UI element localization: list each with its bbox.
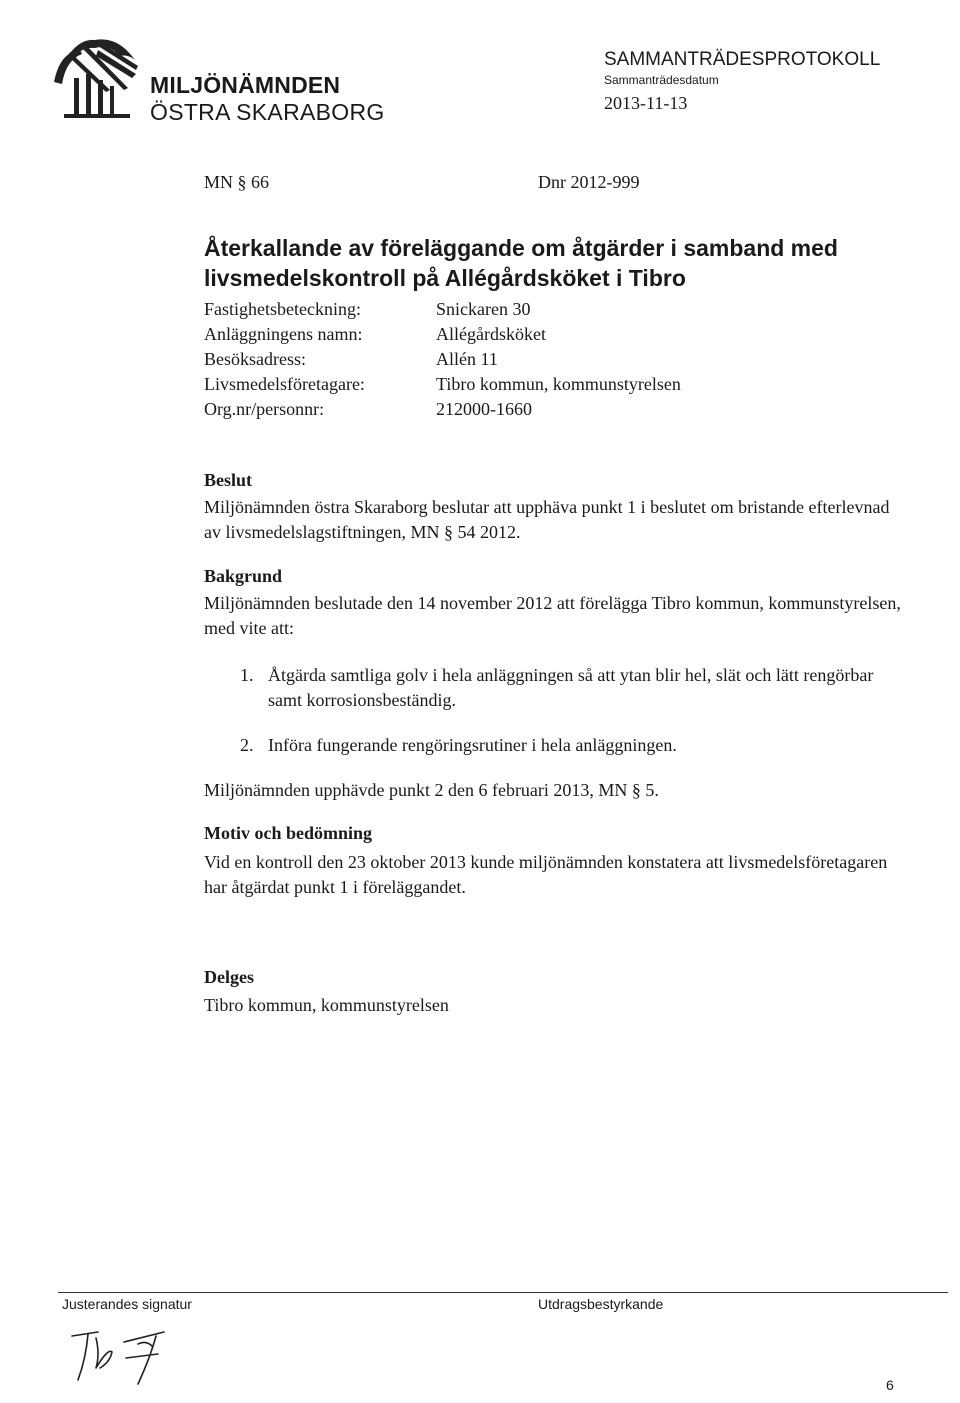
- property-label: Besöksadress:: [204, 349, 306, 369]
- motiv-heading: Motiv och bedömning: [204, 823, 373, 843]
- property-value: Snickaren 30: [436, 299, 531, 319]
- property-label: Anläggningens namn:: [204, 324, 363, 344]
- property-row: [204, 348, 681, 373]
- list-item-number: 1.: [240, 665, 254, 685]
- property-label: Fastighetsbeteckning:: [204, 299, 361, 319]
- bakgrund-text: Miljönämnden beslutade den 14 november 2012 att förelägga Tibro kommun, kommunstyrelsen, med vite att:: [204, 593, 901, 638]
- property-details: [204, 298, 681, 423]
- document-type: SAMMANTRÄDESPROTOKOLL: [604, 49, 881, 70]
- beslut-heading: Beslut: [204, 470, 253, 490]
- property-row: [204, 398, 681, 423]
- beslut-text: Miljönämnden östra Skaraborg beslutar att upphäva punkt 1 i beslutet om bristande efterlevnad av livsmedelslagstiftningen, MN § 54 2012.: [204, 497, 890, 542]
- list-item-number: 2.: [240, 735, 254, 755]
- list-item: [240, 733, 900, 758]
- order-list: [240, 663, 900, 758]
- property-row: [204, 298, 681, 323]
- list-item: [240, 663, 900, 713]
- certification-label: Utdragsbestyrkande: [538, 1296, 664, 1312]
- organization-name: MILJÖNÄMNDEN: [150, 72, 341, 98]
- property-label: Org.nr/personnr:: [204, 399, 325, 419]
- delges-text: Tibro kommun, kommunstyrelsen: [204, 995, 449, 1015]
- date-label: Sammanträdesdatum: [604, 73, 719, 87]
- signature-label: Justerandes signatur: [62, 1296, 192, 1312]
- meeting-date: 2013-11-13: [604, 93, 688, 113]
- page-title: Återkallande av föreläggande om åtgärder i samband med livsmedelskontroll på Allégårdsköket i Tibro: [204, 235, 838, 291]
- followup-text: Miljönämnden upphävde punkt 2 den 6 februari 2013, MN § 5.: [204, 780, 659, 800]
- property-label: Livsmedelsföretagare:: [204, 374, 365, 394]
- organization-region: ÖSTRA SKARABORG: [150, 99, 385, 125]
- footer-divider: [58, 1292, 948, 1293]
- property-value: Allégårdsköket: [436, 324, 546, 344]
- handwritten-signature: [66, 1318, 206, 1388]
- paragraph-reference: MN § 66: [204, 172, 270, 192]
- page-number: 6: [886, 1377, 894, 1393]
- delges-heading: Delges: [204, 967, 254, 987]
- bakgrund-heading: Bakgrund: [204, 566, 283, 586]
- property-row: [204, 323, 681, 348]
- list-item-text: Åtgärda samtliga golv i hela anläggningen så att ytan blir hel, slät och lätt rengörbar samt korrosionsbeständig.: [268, 665, 874, 710]
- motiv-text: Vid en kontroll den 23 oktober 2013 kunde miljönämnden konstatera att livsmedelsföretagaren har åtgärdat punkt 1 i föreläggandet.: [204, 852, 888, 897]
- case-number: Dnr 2012-999: [538, 172, 640, 192]
- tree-logo-icon: [40, 30, 150, 125]
- property-row: [204, 373, 681, 398]
- property-value: 212000-1660: [436, 399, 532, 419]
- list-item-text: Införa fungerande rengöringsrutiner i hela anläggningen.: [268, 735, 677, 755]
- property-value: Tibro kommun, kommunstyrelsen: [436, 374, 681, 394]
- property-value: Allén 11: [436, 349, 498, 369]
